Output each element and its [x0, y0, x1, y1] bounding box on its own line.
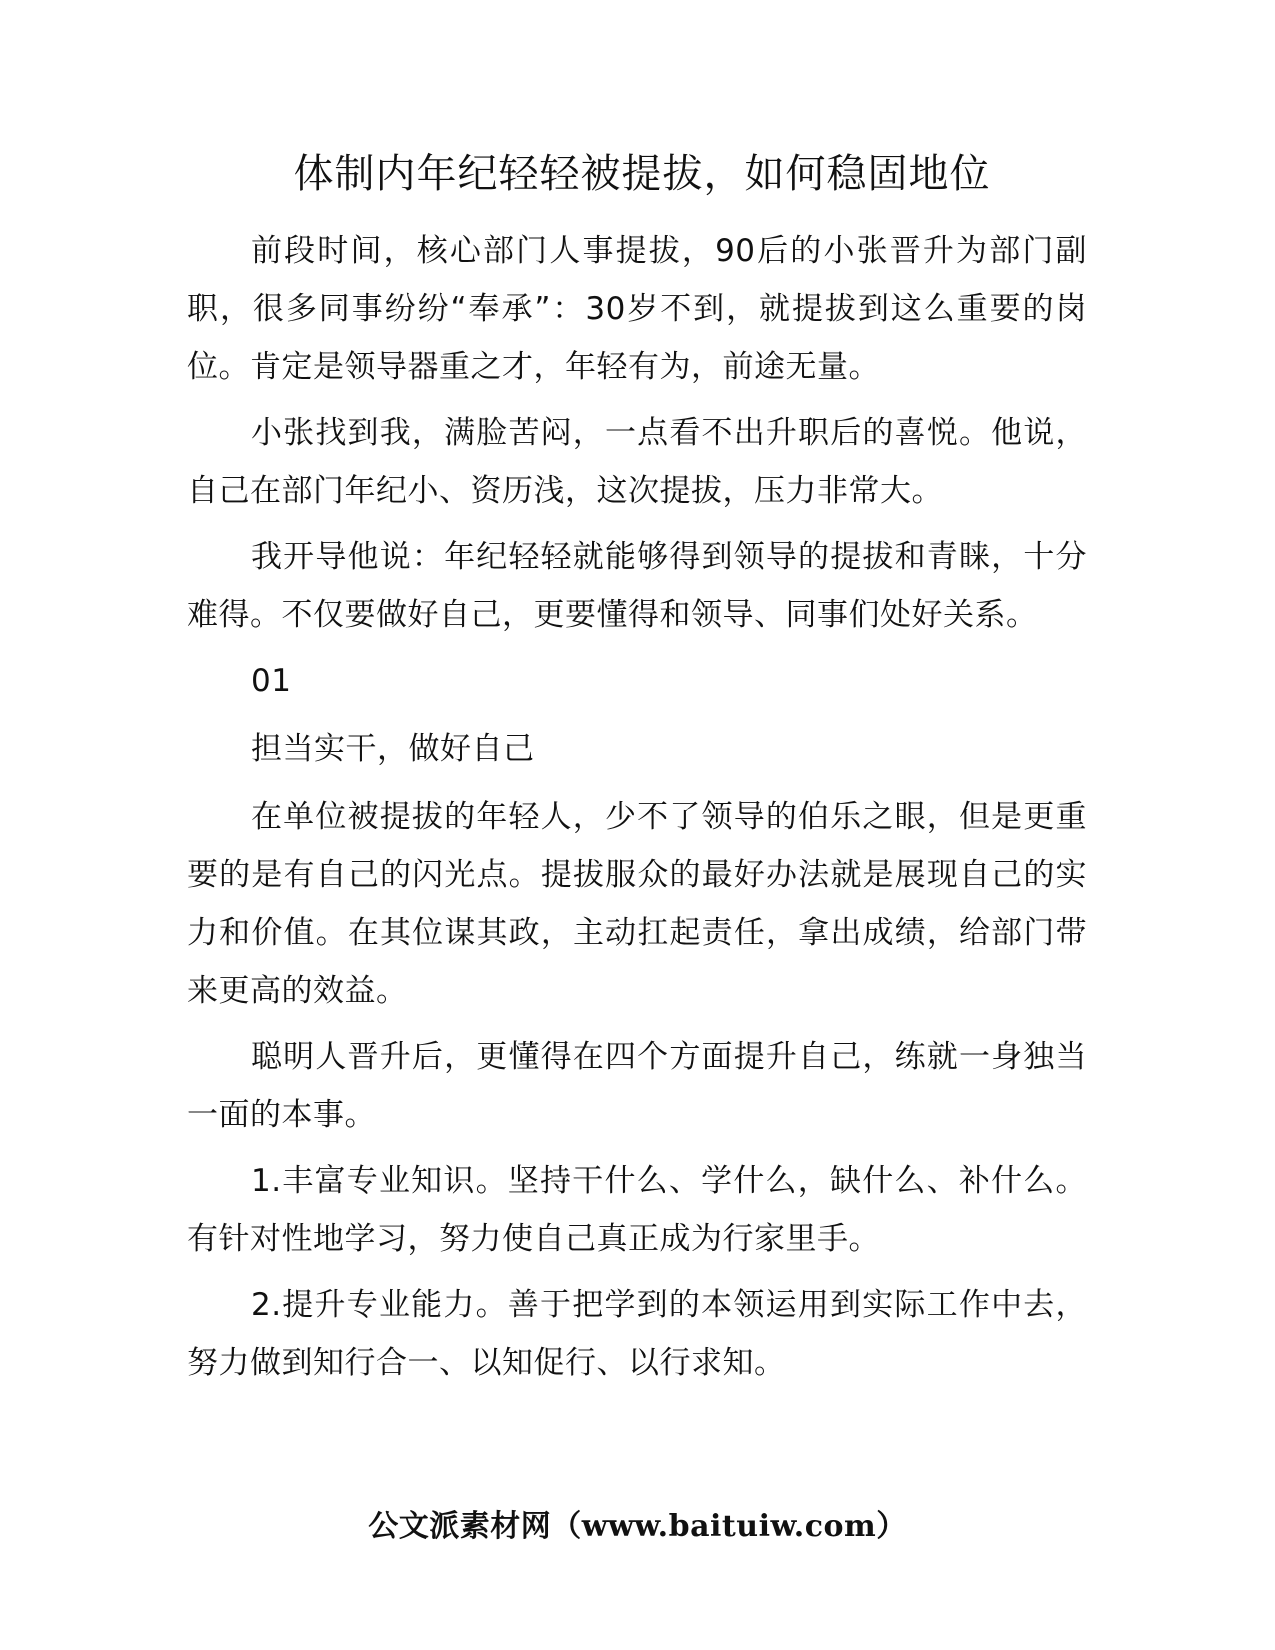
document-title: 体制内年纪轻轻被提拔，如何稳固地位 — [293, 151, 991, 197]
list-item-1: 1.丰富专业知识。坚持干什么、学什么，缺什么、补什么。有针对性地学习，努力使自己真正成为行家里手。 — [187, 1163, 1087, 1257]
paragraph-young-promoted: 在单位被提拔的年轻人，少不了领导的伯乐之眼，但是更重要的是有自己的闪光点。提拔服众的最好办法就是展现自己的实力和价值。在其位谋其政，主动扛起责任，拿出成绩，给部门带来更高的效益。 — [187, 799, 1087, 1009]
paragraph-advice: 我开导他说：年纪轻轻就能够得到领导的提拔和青睐，十分难得。不仅要做好自己，更要懂得和领导、同事们处好关系。 — [187, 539, 1087, 633]
footer-watermark: 公文派素材网（www.baituiw.com） — [368, 1509, 907, 1544]
section-number: 01 — [251, 663, 292, 699]
paragraph-xiaozhang: 小张找到我，满脸苦闷，一点看不出升职后的喜悦。他说，自己在部门年纪小、资历浅，这次提拔，压力非常大。 — [187, 415, 1087, 509]
section-heading: 担当实干，做好自己 — [251, 731, 535, 767]
paragraph-intro: 前段时间，核心部门人事提拔，90后的小张晋升为部门副职，很多同事纷纷“奉承”：30岁不到，就提拔到这么重要的岗位。肯定是领导器重之才，年轻有为，前途无量。 — [187, 233, 1087, 385]
list-item-2: 2.提升专业能力。善于把学到的本领运用到实际工作中去，努力做到知行合一、以知促行、以行求知。 — [187, 1287, 1087, 1381]
paragraph-four-aspects: 聪明人晋升后，更懂得在四个方面提升自己，练就一身独当一面的本事。 — [187, 1039, 1087, 1133]
document-body — [187, 222, 1087, 1400]
